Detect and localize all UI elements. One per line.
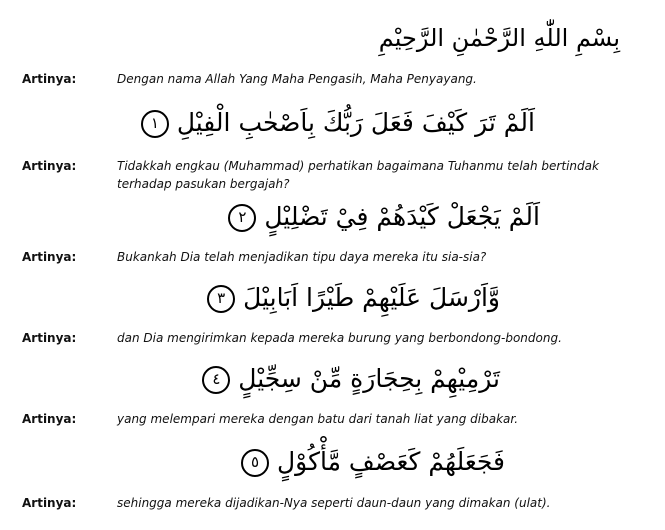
verse-4-translation-text: yang melempari mereka dengan batu dari tanah liat yang dibakar. bbox=[117, 412, 519, 426]
verse-1-translation bbox=[22, 157, 652, 193]
verse-1-number-badge: ١ bbox=[141, 110, 169, 138]
verse-5-arabic bbox=[235, 449, 505, 477]
verse-3-number-badge: ٣ bbox=[207, 285, 235, 313]
verse-0-translation-text: Dengan nama Allah Yang Maha Pengasih, Maha Penyayang. bbox=[117, 72, 477, 86]
verse-0-arabic-text: بِسْمِ اللّٰهِ الرَّحْمٰنِ الرَّحِيْمِ bbox=[378, 24, 620, 52]
verse-2-arabic-text: اَلَمْ يَجْعَلْ كَيْدَهُمْ فِيْ تَضْلِيْلٍ bbox=[264, 202, 540, 231]
verse-5-label: Artinya: bbox=[22, 496, 77, 510]
verse-5-number-badge: ٥ bbox=[241, 449, 269, 477]
verse-5-arabic-text: فَجَعَلَهُمْ كَعَصْفٍ مَّأْكُوْلٍ bbox=[277, 447, 505, 476]
verse-4-arabic bbox=[196, 366, 500, 394]
verse-2-arabic bbox=[222, 204, 540, 232]
verse-1-arabic bbox=[135, 110, 535, 138]
verse-0-translation bbox=[22, 70, 652, 88]
verse-1-label: Artinya: bbox=[22, 159, 77, 173]
verse-3-translation bbox=[22, 329, 652, 347]
verse-5-translation bbox=[22, 494, 652, 512]
verse-4-label: Artinya: bbox=[22, 412, 77, 426]
verse-5-translation-text: sehingga mereka dijadikan-Nya seperti daun-daun yang dimakan (ulat). bbox=[117, 496, 551, 510]
verse-3-arabic bbox=[201, 285, 500, 313]
verse-2-label: Artinya: bbox=[22, 250, 77, 264]
verse-1-translation-text: Tidakkah engkau (Muhammad) perhatikan bagaimana Tuhanmu telah bertindak terhadap pasukan bergajah? bbox=[117, 159, 599, 191]
verse-2-translation bbox=[22, 248, 652, 266]
verse-3-translation-text: dan Dia mengirimkan kepada mereka burung yang berbondong-bondong. bbox=[117, 331, 562, 345]
verse-4-number-badge: ٤ bbox=[202, 366, 230, 394]
verse-4-arabic-text: تَرْمِيْهِمْ بِحِجَارَةٍ مِّنْ سِجِّيْلٍ bbox=[238, 364, 500, 393]
verse-3-arabic-text: وَّاَرْسَلَ عَلَيْهِمْ طَيْرًا اَبَابِيْلَ bbox=[243, 283, 500, 312]
verse-2-translation-text: Bukankah Dia telah menjadikan tipu daya mereka itu sia-sia? bbox=[117, 250, 487, 264]
verse-1-arabic-text: اَلَمْ تَرَ كَيْفَ فَعَلَ رَبُّكَ بِاَصْحٰبِ الْفِيْلِ bbox=[176, 108, 535, 137]
verse-0-label: Artinya: bbox=[22, 72, 77, 86]
verse-4-translation bbox=[22, 410, 652, 428]
verse-2-number-badge: ٢ bbox=[228, 204, 256, 232]
verse-3-label: Artinya: bbox=[22, 331, 77, 345]
verse-0-arabic bbox=[379, 26, 620, 50]
